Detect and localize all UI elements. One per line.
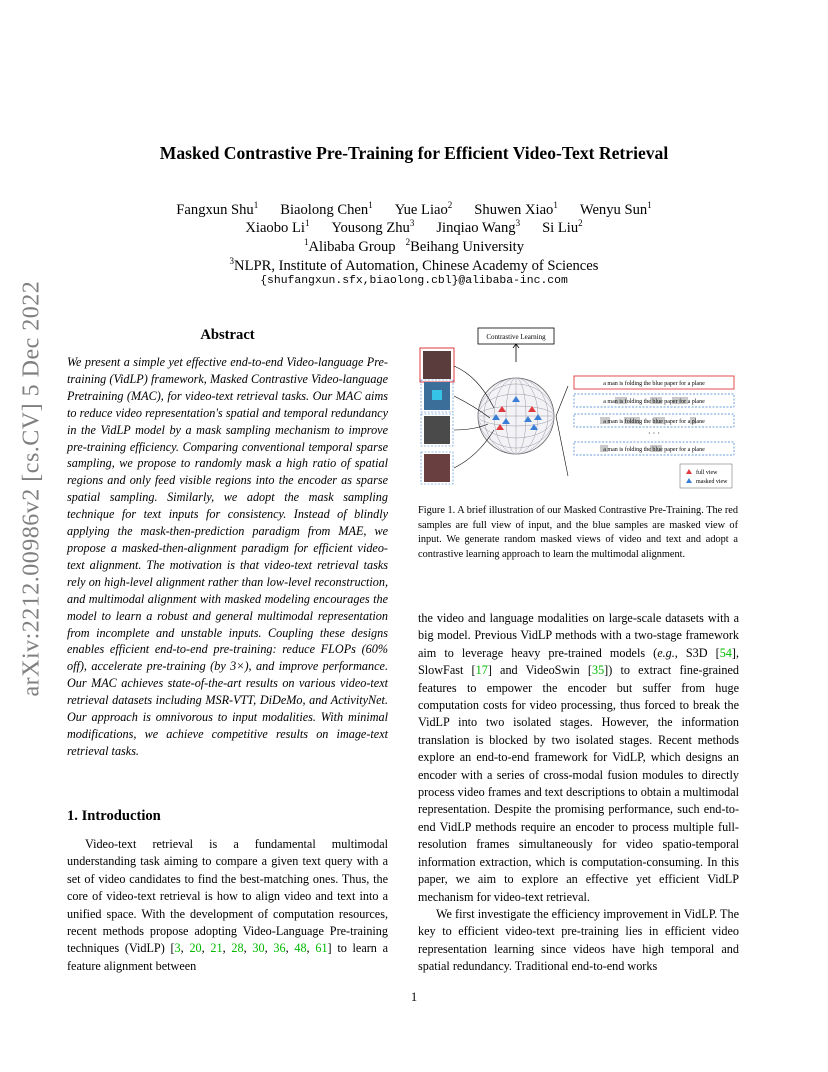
affiliation-name: NLPR, Institute of Automation, Chinese Academy of Sciences	[234, 257, 599, 274]
intro-text-before: Video-text retrieval is a fundamental multimodal understanding task aiming to compare a given text query with a set of video candidates to find the best-matching ones. Thus, the core of video-text retrieval is how to align video and text into a unified space. With the development of computation resources, recent methods propose adopting Video-Language Pre-training techniques (VidLP) [	[67, 837, 388, 956]
citation-61[interactable]: 61	[315, 941, 328, 956]
author-name: Biaolong Chen	[280, 201, 369, 218]
author-affiliation-marker: 3	[409, 218, 415, 228]
contrastive-learning-label: Contrastive Learning	[486, 333, 546, 341]
text-sample-2: a man is folding the blue paper for a plane	[603, 419, 705, 425]
author-name: Wenyu Sun	[579, 201, 648, 218]
figure-1	[418, 326, 738, 496]
affiliation-name: Alibaba Group	[308, 238, 396, 255]
p1-text-a: the video and language modalities on large-scale datasets with a big model. Previous VidLP methods with a two-stage framework aim to leverage heavy pre-trained models (	[418, 611, 739, 660]
frame-image	[423, 351, 451, 379]
author-affiliation-marker: 1	[304, 218, 310, 228]
citation-36[interactable]: 36	[273, 941, 286, 956]
citation-30[interactable]: 30	[252, 941, 265, 956]
intro-heading: 1. Introduction	[67, 808, 161, 824]
author-name: Shuwen Xiao	[474, 201, 554, 218]
author-affiliation-marker: 1	[553, 200, 558, 210]
arxiv-identifier: arXiv:2212.00986v2 [cs.CV] 5 Dec 2022	[18, 280, 45, 697]
frame-patch	[432, 390, 442, 400]
abstract-text: We present a simple yet effective end-to-end Video-language Pre-training (VidLP) framework, Masked Contrastive Video-language Pretraining (MAC), for video-text retrieval tasks. Our MAC aims to reduce video representation's spatial and temporal redundancy in the VidLP model by a mask sampling mechanism to improve pre-training efficiency. Comparing conventional temporal sparse sampling, we propose to randomly mask a high ratio of spatial regions and only feed visible regions into the encoder as sparse spatial sampling. Similarly, we adopt the mask sampling technique for text inputs for consistency. Instead of blindly applying the mask-then-prediction paradigm from MAE, we propose a masked-then-alignment paradigm for efficient video-text alignment. The motivation is that video-text retrieval tasks rely on high-level alignment rather than low-level reconstruction, and multimodal alignment with masked modeling encourages the model to learn a robust and general multimodal representation from incomplete and unstable inputs. Coupling these designs enables efficient end-to-end pre-training: reduce FLOPs (60% off), accelerate pre-training (by 3×), and improve performance. Our MAC achieves state-of-the-art results on various video-text retrieval datasets including MSR-VTT, DiDeMo, and ActivityNet. Our approach is omnivorous to input modalities. With minimal modifications, we achieve competitive results on image-text retrieval tasks.	[67, 355, 388, 758]
arrowhead-right	[516, 344, 519, 348]
page-number: 1	[410, 990, 418, 1004]
author-affiliation-marker: 1	[368, 200, 373, 210]
p1-text-e: ]) to extract fine-grained features to empower the encoder but suffer from huge computation costs for video processing, thus forced to break the VidLP into two isolated stages. However, the information translation is blocked by two isolated stages. Recent methods explore an end-to-end framework for VidLP, which designs an encoder with a series of cross-modal fusion modules to directly process video frames and text descriptions to obtain a multimodal representation. Despite the promising performance, such end-to-end VidLP methods require an encoder to process multiple full-resolution frames simultaneously for video spatio-temporal information extraction, which is computation-consuming. In this paper, we aim to explore an effective yet efficient VidLP mechanism for video-text retrieval.	[418, 663, 739, 904]
text-sample-3: a man is folding the blue paper for a plane	[603, 447, 705, 453]
intro-text	[67, 836, 388, 975]
author-affiliation-marker: 1	[647, 200, 652, 210]
p1-text-b: , S3D [	[674, 645, 720, 660]
author-name: Xiaobo Li	[245, 219, 305, 236]
author-name: Fangxun Shu	[176, 201, 254, 218]
affiliation-marker: 1	[303, 237, 309, 247]
figure-1-caption: Figure 1. A brief illustration of our Masked Contrastive Pre-Training. The red samples are full view of input, and the blue samples are masked view of input. We generate random masked views of video and text and adopt a contrastive learning approach to learn the multimodal alignment.	[418, 505, 738, 560]
p1-text-d: ] and VideoSwin [	[487, 663, 592, 678]
citation-48[interactable]: 48	[294, 941, 307, 956]
affiliation-name: Beihang University	[410, 238, 525, 255]
author-affiliation-marker: 2	[578, 218, 583, 228]
arrowhead-left	[513, 344, 516, 348]
citation-17[interactable]: 17	[475, 663, 488, 678]
paper-title: Masked Contrastive Pre-Training for Efficient Video-Text Retrieval	[159, 143, 669, 163]
intro-citations: 3, 20, 21, 28, 30, 36, 48, 61	[174, 941, 328, 956]
citation-28[interactable]: 28	[231, 941, 244, 956]
affiliation-nlpr	[0, 252, 828, 276]
affiliation-marker: 2	[405, 237, 411, 247]
paragraph-2: We first investigate the efficiency improvement in VidLP. The key to efficient video-text pre-training lies in efficient video representation learning since videos have high temporal and spatial redundancy. Traditional end-to-end works	[418, 906, 739, 974]
p1-text-c: ], SlowFast [	[418, 645, 739, 678]
author-affiliation-marker: 1	[253, 200, 259, 210]
citation-21[interactable]: 21	[210, 941, 223, 956]
frame-masked-3	[424, 454, 450, 482]
affiliation-marker: 3	[229, 256, 235, 266]
right-column-text	[418, 610, 739, 976]
author-name: Jinqiao Wang	[436, 219, 516, 236]
citation-35[interactable]: 35	[591, 663, 605, 678]
author-name: Si Liu	[542, 219, 579, 236]
intro-text-after: ] to learn a feature alignment between	[67, 941, 389, 973]
text-sample-0: a man is folding the blue paper for a plane	[603, 381, 705, 387]
author-email: {shufangxun.sfx,biaolong.cbl}@alibaba-inc.com	[260, 275, 568, 287]
author-name: Yousong Zhu	[331, 219, 410, 236]
author-affiliation-marker: 3	[515, 218, 521, 228]
legend-masked-label: masked view	[696, 479, 728, 485]
author-name: Yue Liao	[394, 201, 448, 218]
abstract-heading: Abstract	[200, 327, 255, 343]
ellipsis-dots: · · ·	[648, 429, 660, 438]
p1-eg: e.g.	[657, 645, 675, 660]
citation-54[interactable]: 54	[719, 645, 732, 660]
text-sample-1: a man is folding the blue paper for a plane	[603, 399, 705, 405]
citation-3[interactable]: 3	[174, 941, 181, 956]
author-affiliation-marker: 2	[447, 200, 453, 210]
legend-full-label: full view	[696, 470, 718, 476]
paragraph-1	[418, 610, 739, 906]
citation-20[interactable]: 20	[189, 941, 202, 956]
frame-masked-2	[424, 416, 450, 444]
